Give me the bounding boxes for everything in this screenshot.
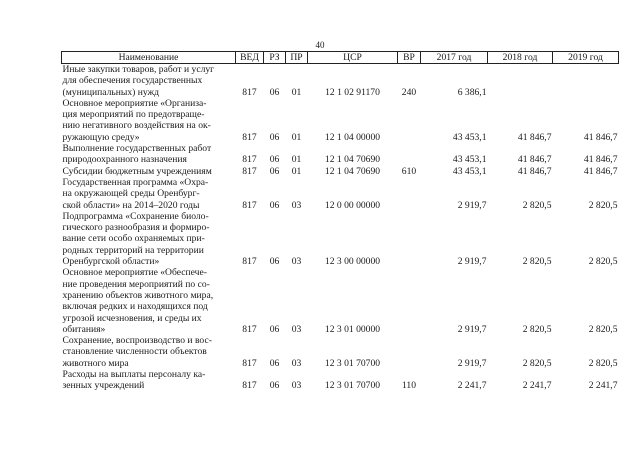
cell-pr: 01: [291, 165, 302, 177]
cell-rz: 06: [269, 165, 280, 177]
cell-y2018: 2 820,5: [522, 199, 552, 211]
cell-y2018: 41 846,7: [517, 165, 552, 177]
cell-y2018: 2 820,5: [522, 256, 552, 268]
row-name-line: нию негативного воздействия на ок-: [62, 120, 211, 132]
row-name-line: на окружающей среды Оренбург-: [62, 188, 200, 200]
cell-y2018: [488, 64, 553, 98]
row-name-line: родных территорий на территории: [62, 244, 204, 256]
cell-y2017: 43 453,1: [452, 165, 487, 177]
row-name-cell: [62, 98, 236, 143]
table-row: [62, 211, 619, 267]
cell-rz: 06: [269, 199, 280, 211]
cell-pr: 03: [291, 199, 302, 211]
cell-y2019: 41 846,7: [583, 131, 618, 143]
cell-csr: 12 3 01 70700: [324, 380, 381, 392]
header-2017: 2017 год: [421, 52, 488, 64]
row-name-line: ние проведения мероприятий по со-: [62, 278, 210, 290]
header-name: Наименование: [62, 52, 236, 64]
table-row: [62, 64, 619, 98]
cell-y2018: 2 820,5: [522, 323, 552, 335]
header-pr: ПР: [286, 52, 308, 64]
cell-vr: 610: [401, 165, 417, 177]
row-name-line: Выполнение государственных работ: [62, 143, 212, 155]
row-name-line: становление численности объектов: [62, 346, 207, 358]
row-name-line: ция мероприятий по предотвраще-: [62, 109, 205, 121]
cell-vr: [398, 143, 421, 166]
cell-y2019: 41 846,7: [583, 165, 618, 177]
cell-y2017: 2 241,7: [457, 380, 487, 392]
cell-y2019: [553, 64, 619, 98]
cell-csr: 12 1 04 70690: [324, 154, 381, 166]
cell-rz: 06: [269, 131, 280, 143]
cell-ved: 817: [242, 165, 257, 177]
row-name-cell: [62, 166, 236, 177]
cell-y2018: 2 241,7: [522, 380, 552, 392]
header-vr: ВР: [398, 52, 421, 64]
cell-y2017: 43 453,1: [452, 131, 487, 143]
cell-rz: 06: [269, 323, 280, 335]
header-2018: 2018 год: [488, 52, 553, 64]
row-name-line: Субсидии бюджетным учреждениям: [62, 165, 212, 177]
cell-csr: 12 1 04 00000: [324, 131, 381, 143]
cell-vr: [398, 211, 421, 267]
cell-rz: 06: [269, 256, 280, 268]
cell-vr: 110: [401, 380, 417, 392]
table-row: [62, 143, 619, 166]
cell-csr: 12 0 00 00000: [324, 199, 381, 211]
header-csr: ЦСР: [308, 52, 398, 64]
cell-ved: 817: [242, 357, 257, 369]
cell-ved: 817: [242, 256, 257, 268]
cell-vr: 240: [401, 86, 417, 98]
row-name-line: для обеспечения государственных: [62, 75, 203, 87]
row-name-line: природоохранного назначения: [62, 154, 187, 166]
row-name-cell: [62, 267, 236, 335]
budget-table: [61, 51, 619, 392]
row-name-line: хранению объектов животного мира,: [62, 289, 214, 301]
cell-vr: [398, 177, 421, 211]
cell-y2017: 2 919,7: [457, 323, 487, 335]
cell-y2017: 2 919,7: [457, 199, 487, 211]
cell-y2019: 2 820,5: [588, 199, 618, 211]
cell-ved: 817: [242, 380, 257, 392]
row-name-line: гического разнообразия и формиро-: [62, 222, 210, 234]
cell-y2017: 2 919,7: [457, 357, 487, 369]
cell-csr: 12 3 00 00000: [324, 256, 381, 268]
cell-y2018: 2 820,5: [522, 357, 552, 369]
row-name-line: зенных учреждений: [62, 380, 145, 392]
table-body: [62, 64, 619, 392]
cell-y2017: 2 919,7: [457, 256, 487, 268]
cell-ved: 817: [242, 323, 257, 335]
row-name-line: угрозой исчезновения, и среды их: [62, 312, 202, 324]
header-rz: РЗ: [264, 52, 286, 64]
cell-rz: 06: [269, 154, 280, 166]
row-name-cell: [62, 335, 236, 369]
row-name-cell: [62, 211, 236, 267]
row-name-line: Иные закупки товаров, работ и услуг: [62, 64, 215, 75]
row-name-line: Основное мероприятие «Обеспече-: [62, 267, 207, 279]
cell-vr: [398, 267, 421, 335]
cell-pr: 03: [291, 380, 302, 392]
cell-ved: 817: [242, 86, 257, 98]
cell-pr: 03: [291, 323, 302, 335]
row-name-line: животного мира: [62, 357, 129, 369]
cell-y2017: 43 453,1: [452, 154, 487, 166]
table-row: [62, 98, 619, 143]
page-number: 40: [315, 40, 325, 50]
row-name-line: (муниципальных) нужд: [62, 86, 160, 98]
cell-y2018: 41 846,7: [517, 131, 552, 143]
cell-pr: 01: [291, 86, 302, 98]
row-name-cell: [62, 64, 236, 98]
table-row: [62, 369, 619, 392]
row-name-line: Расходы на выплаты персоналу ка-: [62, 369, 206, 381]
cell-csr: 12 3 01 00000: [324, 323, 381, 335]
cell-y2017: 6 386,1: [457, 86, 487, 98]
cell-rz: 06: [269, 380, 280, 392]
cell-y2019: 2 820,5: [588, 323, 618, 335]
cell-csr: 12 3 01 70700: [324, 357, 381, 369]
row-name-line: Подпрограмма «Сохранение биоло-: [62, 210, 209, 222]
cell-rz: 06: [269, 357, 280, 369]
row-name-line: Основное мероприятие «Организа-: [62, 97, 207, 109]
cell-ved: 817: [242, 131, 257, 143]
table-header: [62, 52, 619, 64]
row-name-line: Сохранение, воспроизводство и вос-: [62, 335, 212, 347]
row-name-line: Государственная программа «Охра-: [62, 176, 209, 188]
header-2019: 2019 год: [553, 52, 619, 64]
cell-y2019: 41 846,7: [583, 154, 618, 166]
row-name-line: обитания»: [62, 323, 106, 335]
cell-pr: 01: [291, 131, 302, 143]
cell-y2019: 2 820,5: [588, 357, 618, 369]
cell-ved: 817: [242, 154, 257, 166]
cell-pr: 03: [291, 256, 302, 268]
table-row: [62, 166, 619, 177]
table-row: [62, 335, 619, 369]
cell-y2018: 41 846,7: [517, 154, 552, 166]
table-row: [62, 177, 619, 211]
cell-csr: 12 1 04 70690: [324, 165, 381, 177]
cell-pr: 01: [291, 154, 302, 166]
header-row: [62, 52, 619, 64]
row-name-cell: [62, 143, 236, 166]
cell-rz: 06: [269, 86, 280, 98]
header-ved: ВЕД: [236, 52, 264, 64]
cell-y2019: 2 820,5: [588, 256, 618, 268]
row-name-cell: [62, 369, 236, 392]
row-name-line: вание сети особо охраняемых при-: [62, 233, 205, 245]
row-name-line: ружающую среду»: [62, 131, 140, 143]
row-name-line: включая редких и находящихся под: [62, 301, 208, 313]
row-name-line: Оренбургской области»: [62, 256, 160, 268]
cell-ved: 817: [242, 199, 257, 211]
cell-pr: 03: [291, 357, 302, 369]
table-row: [62, 267, 619, 335]
row-name-cell: [62, 177, 236, 211]
row-name-line: ской области» на 2014–2020 годы: [62, 199, 200, 211]
cell-y2019: 2 241,7: [588, 380, 618, 392]
cell-vr: [398, 98, 421, 143]
cell-vr: [398, 335, 421, 369]
cell-csr: 12 1 02 91170: [325, 86, 380, 98]
